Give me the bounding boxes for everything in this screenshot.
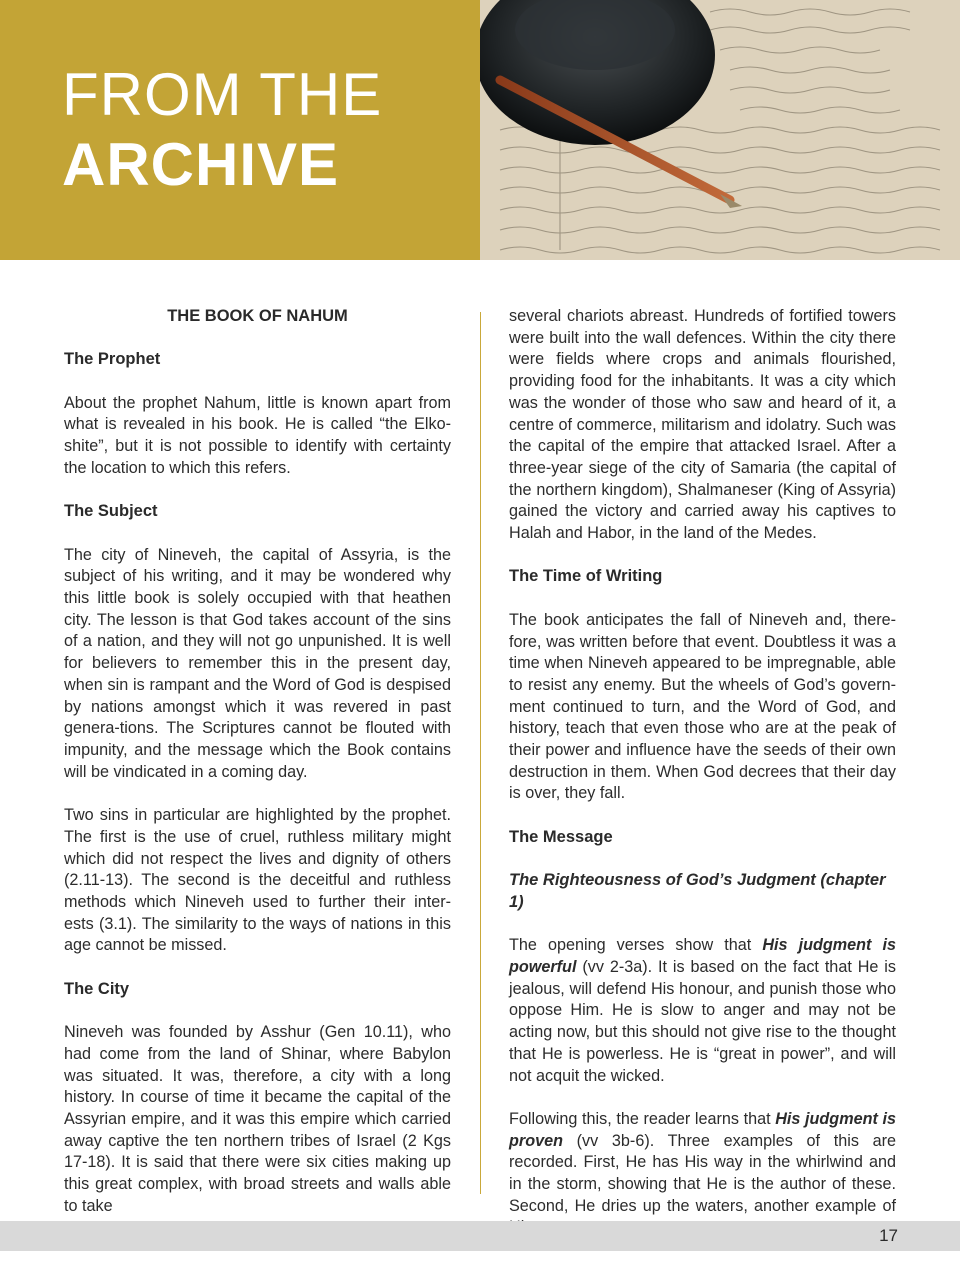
- footer-bar: [0, 1221, 960, 1251]
- paragraph-prophet: About the prophet Nahum, little is known apart from what is revealed in his book. He is called “the Elko-shite”, but it is not possible to identify with certainty the location to which this refers.: [64, 393, 451, 477]
- right-column: [509, 306, 896, 1239]
- section-heading-time-of-writing: The Time of Writing: [509, 567, 663, 586]
- subsection-heading-righteousness: The Righteousness of God’s Judgment (chapter 1): [509, 871, 886, 911]
- paragraph-message-2: [509, 1109, 896, 1239]
- paragraph-message-1: [509, 935, 896, 1087]
- title-panel: [0, 0, 480, 260]
- section-heading-message: The Message: [509, 827, 613, 846]
- column-divider: [480, 312, 481, 1194]
- paragraph-city-1: Nineveh was founded by Asshur (Gen 10.11), who had come from the land of Shinar, where Babylon was situated. It was, therefore, a city with a long history. In course of time it became the capital of the Assyrian empire, and it was this empire which carried away captive the ten northern tribes of Israel (2 Kgs 17-18). It is said that there were six cities making up this great complex, with broad streets and walls able to take: [64, 1023, 451, 1215]
- page-number: 17: [879, 1226, 898, 1245]
- paragraph-subject-2: Two sins in particular are highlighted by the prophet. The first is the use of cruel, ruthless military might which did not respect the lives and dignity of others (2.11-13). The second is the deceitful and ruthless methods which Nineveh used to further their inter-ests (3.1). The similarity to the ways of nations in this age cannot be missed.: [64, 806, 451, 955]
- paragraph-message-2-body: (vv 3b-6). Three examples of this are recorded. First, He has His way in the whirlwind and in the storm, showing that He is the author of these. Second, He dries up the waters, another example of: [509, 1131, 896, 1215]
- emphasis-judgment-powerful: His judgment is powerful: [509, 936, 896, 977]
- section-title-line2: ARCHIVE: [62, 131, 340, 198]
- section-heading-prophet: The Prophet: [64, 350, 161, 369]
- header-banner: [0, 0, 960, 260]
- section-title-line1: FROM THE: [62, 61, 383, 128]
- section-heading-subject: The Subject: [64, 502, 158, 521]
- section-heading-city: The City: [64, 979, 130, 998]
- inkwell-and-pen-illustration: [480, 0, 960, 260]
- paragraph-message-2-lead: Following this, the reader learns that: [509, 1109, 776, 1128]
- left-column: [64, 306, 451, 1217]
- paragraph-message-1-body: (vv 2-3a). It is based on the fact that He is jealous, will defend His honour, and punish those who oppose Him. He is slow to anger and may not be acting now, but this should not give rise to the thought that He is powerless. He is “great in power”, and will not acquit the wicked.: [509, 958, 896, 1085]
- paragraph-city-1-continued: several chariots abreast. Hundreds of fortified towers were built into the wall defences. Within the city there were fields where crops and animals flourished, providing food for the inhabitants. It was a city which was the wonder of those who saw and heard of it, a centre of commerce, militarism and idolatry. Such was the capital of the empire that attacked Israel. After a three-year siege of the city of Samaria (the capital of the northern kingdom), Shalmaneser (King of Assyria) gained the victory and carried away his captives to Halah and Habor, in the land of the Medes.: [509, 307, 896, 543]
- paragraph-subject-1: The city of Nineveh, the capital of Assyria, is the subject of his writing, and it may be wondered why this little book is solely occupied with that heathen city. The lesson is that God takes account of the sins of a nation, and they will not go unpunished. It is well for believers to remember this in the present day, when sin is rampant and the Word of God is despised by nations amongst which it was revered in past genera-tions. The Scriptures cannot be flouted with impunity, and the message which the Book contains will be vindicated in a coming day.: [64, 545, 451, 781]
- archive-photo: [480, 0, 960, 260]
- paragraph-message-1-lead: The opening verses show that: [509, 936, 763, 955]
- emphasis-judgment-proven: His judgment is proven: [509, 1109, 896, 1150]
- article-heading: THE BOOK OF NAHUM: [167, 307, 348, 325]
- paragraph-time-of-writing: The book anticipates the fall of Nineveh and, there-fore, was written before that event. Doubtless it was a time when Nineveh appeared to be impregnable, able to resist any enemy. But the wheels of God’s govern-ment continued to turn, and the Word of God, and history, teach that even those who are at the peak of their power and influence have the seeds of their own destruction in them. When God decrees that their day is over, they fall.: [509, 610, 896, 803]
